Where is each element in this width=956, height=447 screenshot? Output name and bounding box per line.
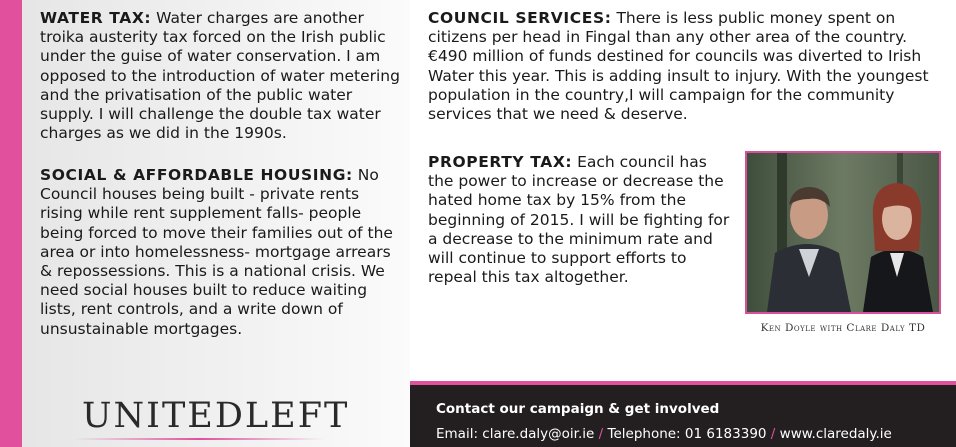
footer-separator: / [598, 426, 604, 442]
footer-telephone: Telephone: 01 6183390 [607, 426, 767, 442]
property-tax-heading: PROPERTY TAX: [428, 153, 573, 171]
council-services-body: There is less public money spent on citizens per head in Fingal than any other area of the country. €490 million of funds destined for councils was diverted to Irish Water this year. This is adding insult to injury. With the youngest population in the country,I will campaign for the community services that we need & deserve. [428, 9, 929, 124]
united-left-logo: UNITEDLEFT [82, 396, 350, 436]
photo-illustration [747, 153, 939, 312]
footer-separator: / [770, 426, 776, 442]
photo-caption: Ken Doyle with Clare Daly TD [760, 322, 926, 334]
water-tax-body: Water charges are another troika austerity tax forced on the Irish public under the guise of water conservation. I am opposed to the introduction of water metering and the privatisation of the public water supply. I will challenge the double tax water charges as we did in the 1990s. [40, 9, 400, 143]
logo-underline [74, 438, 324, 440]
footer-title: Contact our campaign & get involved [436, 401, 720, 417]
water-tax-heading: WATER TAX: [40, 9, 152, 27]
council-services-heading: COUNCIL SERVICES: [428, 9, 612, 27]
property-tax-body: Each council has the power to increase or decrease the hated home tax by 15% from the beginning of 2015. I will be fighting for a decrease to the minimum rate and will continue to support efforts to repeal this tax altogether. [428, 153, 730, 287]
housing-body: No Council houses being built - private rents rising while rent supplement falls- people being forced to move their families out of the area or into homelessness- mortgage arrears & repossessions. This is a national crisis. We need social houses built to reduce waiting lists, rent controls, and a write down of unsustainable mortgages. [40, 166, 393, 338]
pink-side-bar [0, 0, 22, 447]
contact-footer [410, 381, 956, 447]
footer-website[interactable]: www.claredaly.ie [779, 426, 892, 442]
housing-section [40, 166, 402, 339]
housing-heading: SOCIAL & AFFORDABLE HOUSING: [40, 166, 353, 184]
water-tax-section [40, 9, 402, 143]
property-tax-section [428, 153, 730, 287]
footer-contact-line [436, 426, 892, 442]
footer-email[interactable]: Email: clare.daly@oir.ie [436, 426, 595, 442]
council-services-section [428, 9, 948, 124]
campaign-photo [745, 151, 941, 314]
